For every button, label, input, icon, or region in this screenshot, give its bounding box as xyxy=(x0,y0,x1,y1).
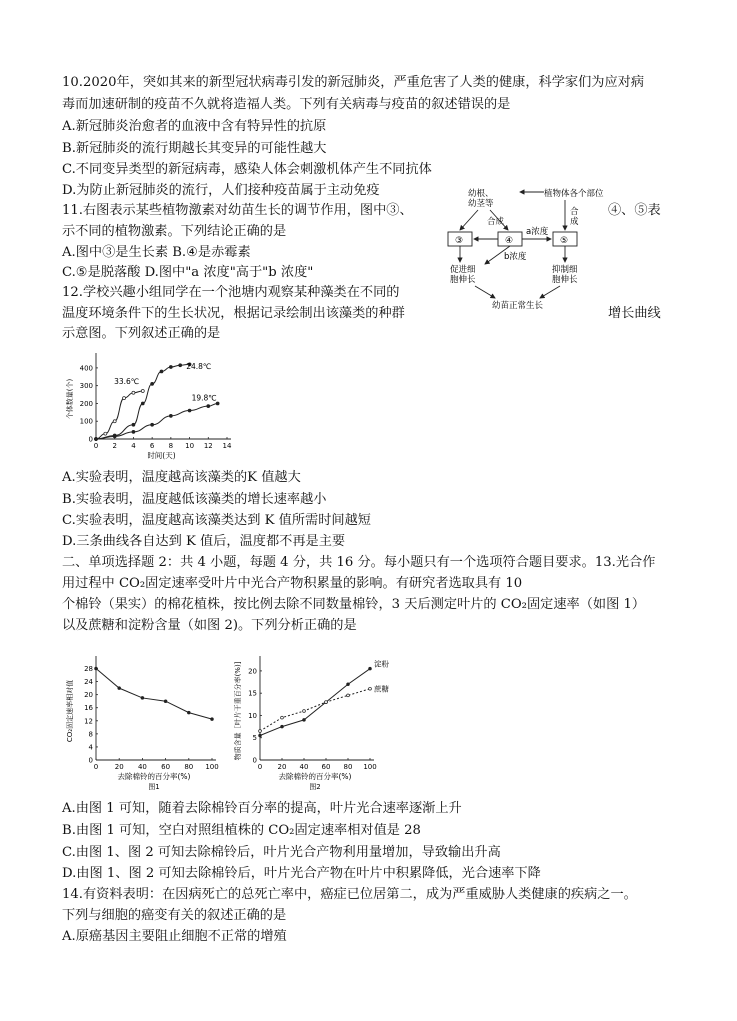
q13-option-a: A.由图 1 可知，随着去除棉铃百分率的提高，叶片光合速率逐渐上升 xyxy=(62,801,462,816)
diagram-promote-label-2: 胞伸长 xyxy=(450,275,476,285)
q12-stem-line2: 温度环境条件下的生长状况，根据记录绘制出该藻类的种群 xyxy=(62,306,405,321)
diagram-synthesis-label-2b: 成 xyxy=(570,217,579,227)
x-tick-label: 80 xyxy=(343,763,353,771)
data-point xyxy=(151,423,154,426)
q10-option-a: A.新冠肺炎治愈者的血液中含有特异性的抗原 xyxy=(62,119,327,134)
figure-caption: 图2 xyxy=(309,783,321,791)
data-point xyxy=(141,402,144,405)
q12-stem-line3: 示意图。下列叙述正确的是 xyxy=(62,326,221,341)
y-tick-label: 400 xyxy=(79,364,93,373)
y-tick-label: 8 xyxy=(88,730,93,739)
box-hormone-3-label: ③ xyxy=(455,236,464,246)
section2-line1: 二、单项选择题 2：共 4 小题，每题 4 分，共 16 分。每小题只有一个选项符合题目要求。13.光合作 xyxy=(62,555,656,570)
y-tick-label: 15 xyxy=(248,689,257,698)
data-point xyxy=(118,687,121,690)
q13-option-c: C.由图 1、图 2 可知去除棉铃后，叶片光合产物利用量增加，导致输出升高 xyxy=(62,845,501,860)
data-point xyxy=(347,694,350,697)
x-tick-label: 60 xyxy=(161,763,171,771)
q10-option-d: D.为防止新冠肺炎的流行，人们接种疫苗属于主动免疫 xyxy=(62,183,380,198)
data-point xyxy=(188,409,191,412)
q12-option-d: D.三条曲线各自达到 K 值后，温度都不再是主要 xyxy=(62,534,346,549)
data-point xyxy=(95,438,98,441)
diagram-b-concentration-label: b浓度 xyxy=(504,252,527,262)
series-label: 24.8℃ xyxy=(186,362,212,372)
data-point xyxy=(259,734,262,737)
data-point xyxy=(369,687,372,690)
data-point xyxy=(281,725,284,728)
y-tick-label: 10 xyxy=(248,711,257,720)
q10-option-c: C.不同变异类型的新冠病毒，感染人体会刺激机体产生不同抗体 xyxy=(62,162,432,177)
data-point xyxy=(347,683,350,686)
q12-option-a: A.实验表明，温度越高该藻类的K 值越大 xyxy=(62,470,301,485)
data-point xyxy=(160,370,163,373)
data-point xyxy=(187,711,190,714)
x-tick-label: 100 xyxy=(363,763,377,771)
x-tick-label: 14 xyxy=(222,442,232,450)
box-hormone-5-label: ⑤ xyxy=(560,236,569,246)
y-tick-label: 100 xyxy=(79,417,93,426)
y-axis-label: 个体数量(个) xyxy=(66,378,74,420)
data-point xyxy=(141,390,144,393)
y-tick-label: 12 xyxy=(84,717,93,726)
substance-content-chart xyxy=(230,648,400,798)
hormone-diagram xyxy=(440,182,605,312)
y-tick-label: 28 xyxy=(84,665,93,674)
data-point xyxy=(369,667,372,670)
series-label: 淀粉 xyxy=(374,659,389,669)
q11-options-ab: A.图中③是生长素 B.④是赤霉素 xyxy=(62,245,251,260)
data-point xyxy=(303,710,306,713)
x-tick-label: 20 xyxy=(277,763,287,771)
data-point xyxy=(303,719,306,722)
data-point xyxy=(141,697,144,700)
data-point xyxy=(169,366,172,369)
y-tick-label: 200 xyxy=(79,399,93,408)
data-point xyxy=(104,432,107,435)
y-tick-label: 20 xyxy=(248,667,257,676)
q10-stem-line2: 毒而加速研制的疫苗不久就将造福人类。下列有关病毒与疫苗的叙述错误的是 xyxy=(62,97,511,112)
q13-option-d: D.由图 1、图 2 可知去除棉铃后，叶片光合产物在叶片中积累降低，光合速率下降 xyxy=(62,866,541,881)
diagram-inhibit-label-2: 胞伸长 xyxy=(552,275,578,285)
diagram-inhibit-label-1: 抑制细 xyxy=(552,265,578,275)
diagram-source-label-1: 幼根、 xyxy=(468,189,494,199)
diagram-source-label-3: 植物体各个部位 xyxy=(544,189,604,199)
data-point xyxy=(132,430,135,433)
q10-stem-line1: 10.2020年，突如其来的新型冠状病毒引发的新冠肺炎，严重危害了人类的健康，科学家们为应对病 xyxy=(62,75,645,90)
q11-options-cd: C.⑤是脱落酸 D.图中"a 浓度"高于"b 浓度" xyxy=(62,265,314,280)
q12-stem-line2-tail: 增长曲线 xyxy=(608,306,661,321)
x-tick-label: 2 xyxy=(112,442,117,450)
series-label: 19.8℃ xyxy=(191,393,217,403)
x-tick-label: 6 xyxy=(149,442,155,450)
data-point xyxy=(151,382,154,385)
x-tick-label: 100 xyxy=(205,763,219,771)
y-tick-label: 16 xyxy=(84,704,93,713)
y-tick-label: 4 xyxy=(88,743,93,752)
series-line xyxy=(96,669,212,720)
q12-option-b: B.实验表明，温度越低该藻类的增长速率越小 xyxy=(62,492,327,507)
series-label: 蔗糖 xyxy=(374,684,389,694)
data-point xyxy=(207,405,210,408)
data-point xyxy=(132,423,135,426)
series-line xyxy=(260,669,370,736)
q11-stem-line1: 11.右图表示某些植物激素对幼苗生长的调节作用，图中③、 xyxy=(62,203,413,218)
q12-stem-line1: 12.学校兴趣小组同学在一个池塘内观察某种藻类在不同的 xyxy=(62,285,400,300)
q12-option-c: C.实验表明，温度越高该藻类达到 K 值所需时间越短 xyxy=(62,513,371,528)
co2-fixation-chart xyxy=(62,648,222,798)
x-tick-label: 20 xyxy=(114,763,124,771)
y-axis-label: CO₂固定速率相对值 xyxy=(66,679,74,743)
q14-option-a: A.原癌基因主要阻止细胞不正常的增殖 xyxy=(62,929,287,944)
q11-stem-line2: 示不同的植物激素。下列结论正确的是 xyxy=(62,224,287,239)
y-tick-label: 300 xyxy=(79,382,93,391)
data-point xyxy=(123,397,126,400)
diagram-synthesis-label: 合成 xyxy=(487,217,505,227)
x-tick-label: 40 xyxy=(299,763,309,771)
y-tick-label: 24 xyxy=(84,678,93,687)
data-point xyxy=(211,718,214,721)
x-axis-label: 去除棉铃的百分率(%) xyxy=(117,772,191,781)
x-axis-label: 去除棉铃的百分率(%) xyxy=(278,772,352,781)
section2-line2: 用过程中 CO₂固定速率受叶片中光合产物积累量的影响。有研究者选取具有 10 xyxy=(62,576,523,591)
y-tick-label: 5 xyxy=(252,734,257,743)
population-growth-chart xyxy=(62,347,242,465)
y-tick-label: 0 xyxy=(88,435,93,444)
y-tick-label: 20 xyxy=(84,691,93,700)
data-point xyxy=(113,435,116,438)
q10-option-b: B.新冠肺炎的流行期越长其变异的可能性越大 xyxy=(62,141,327,156)
data-point xyxy=(164,700,167,703)
x-tick-label: 40 xyxy=(137,763,147,771)
y-axis-label: 物质含量［叶片干重百分率(%)] xyxy=(234,661,242,761)
q11-stem-line1-tail: ④、⑤表 xyxy=(608,203,661,218)
diagram-a-concentration-label: a浓度 xyxy=(526,227,549,237)
data-point xyxy=(95,667,98,670)
x-tick-label: 8 xyxy=(168,442,174,450)
box-hormone-4-label: ④ xyxy=(505,236,514,246)
series-label: 33.6℃ xyxy=(114,377,140,387)
x-tick-label: 0 xyxy=(93,442,99,450)
diagram-promote-label-1: 促进细 xyxy=(450,265,476,275)
y-tick-label: 0 xyxy=(88,756,93,765)
x-axis-label: 时间(天) xyxy=(147,451,176,460)
data-point xyxy=(132,391,135,394)
section2-line4: 以及蔗糖和淀粉含量（如图 2)。下列分析正确的是 xyxy=(62,618,357,633)
figure-caption: 图1 xyxy=(148,783,160,791)
diagram-synthesis-label-2a: 合 xyxy=(570,207,579,217)
x-tick-label: 80 xyxy=(184,763,194,771)
data-point xyxy=(281,716,284,719)
x-tick-label: 0 xyxy=(257,763,263,771)
x-tick-label: 4 xyxy=(131,442,136,450)
q14-stem-line1: 14.有资料表明：在因病死亡的总死亡率中，癌症已位居第二，成为严重威胁人类健康的疾病之一。 xyxy=(62,887,637,902)
x-tick-label: 0 xyxy=(93,763,99,771)
data-point xyxy=(169,414,172,417)
q14-stem-line2: 下列与细胞的癌变有关的叙述正确的是 xyxy=(62,908,287,923)
x-tick-label: 12 xyxy=(203,442,213,450)
data-point xyxy=(179,364,182,367)
section2-line3: 个棉铃（果实）的棉花植株，按比例去除不同数量棉铃，3 天后测定叶片的 CO₂固定速率（如图 1） xyxy=(62,597,646,612)
q13-option-b: B.由图 1 可知，空白对照组植株的 CO₂固定速率相对值是 28 xyxy=(62,823,421,838)
series-line xyxy=(260,689,370,731)
diagram-result-label: 幼苗正常生长 xyxy=(492,301,544,311)
y-tick-label: 0 xyxy=(252,756,257,765)
data-point xyxy=(259,730,262,733)
data-point xyxy=(113,420,116,423)
diagram-source-label-2: 幼茎等 xyxy=(468,199,494,209)
x-tick-label: 60 xyxy=(321,763,331,771)
x-tick-label: 10 xyxy=(185,442,195,450)
data-point xyxy=(325,701,328,704)
